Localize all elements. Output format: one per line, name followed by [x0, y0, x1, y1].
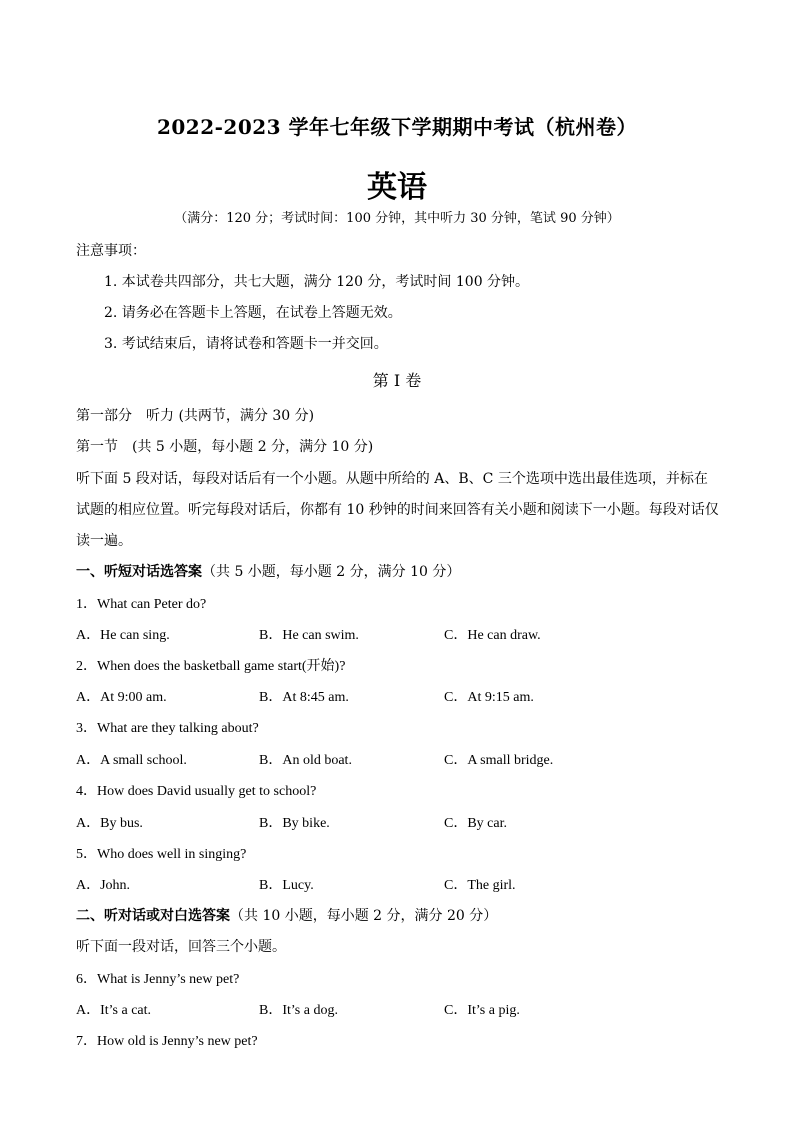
instruction-line: 试题的相应位置。听完每段对话后，你都有 10 秒钟的时间来回答有关小题和阅读下一小题。每段对话仅 — [76, 502, 719, 518]
question-text: 6．What is Jenny’s new pet? — [76, 972, 240, 987]
question-text: 5．Who does well in singing? — [76, 847, 247, 862]
section-a-heading — [76, 561, 460, 581]
option-c: C．At 9:15 am. — [444, 690, 534, 705]
section-b-info: （共 10 小题，每小题 2 分，满分 20 分） — [230, 908, 498, 924]
option-c: C．By car. — [444, 816, 507, 831]
option-c: C．The girl. — [444, 878, 516, 893]
option-a: A．He can sing. — [76, 628, 170, 643]
section-a-label: 一、听短对话选答案 — [76, 564, 202, 580]
section-b-intro: 听下面一段对话，回答三个小题。 — [76, 939, 286, 955]
subject-title: 英语 — [367, 170, 427, 205]
option-c: C．It’s a pig. — [444, 1003, 520, 1018]
instruction-line: 读一遍。 — [76, 533, 132, 549]
exam-meta: （满分：120 分；考试时间：100 分钟，其中听力 30 分钟，笔试 90 分钟） — [174, 211, 620, 226]
option-b: B．At 8:45 am. — [259, 690, 349, 705]
question-text: 2．When does the basketball game start(开始)? — [76, 659, 346, 674]
part-heading: 第一部分 听力 (共两节，满分 30 分) — [76, 408, 315, 424]
notes-heading: 注意事项： — [76, 243, 146, 259]
option-b: B．Lucy. — [259, 878, 314, 893]
option-b: B．By bike. — [259, 816, 330, 831]
option-a: A．It’s a cat. — [76, 1003, 152, 1018]
option-a: A．At 9:00 am. — [76, 690, 167, 705]
note-item: 2. 请务必在答题卡上答题，在试卷上答题无效。 — [104, 305, 402, 321]
option-b: B．He can swim. — [259, 628, 359, 643]
option-b: B．An old boat. — [259, 753, 352, 768]
exam-title: 2022-2023 学年七年级下学期期中考试（杭州卷） — [156, 115, 638, 139]
question-text: 4．How does David usually get to school? — [76, 784, 317, 799]
instruction-line: 听下面 5 段对话，每段对话后有一个小题。从题中所给的 A、B、C 三个选项中选出最佳选项，并标在 — [76, 471, 708, 487]
section-a-info: （共 5 小题，每小题 2 分，满分 10 分） — [202, 564, 461, 580]
question-text: 1．What can Peter do? — [76, 597, 207, 612]
option-b: B．It’s a dog. — [259, 1003, 338, 1018]
section-heading: 第一节 (共 5 小题，每小题 2 分，满分 10 分) — [76, 439, 374, 455]
question-text: 7．How old is Jenny’s new pet? — [76, 1034, 258, 1049]
section-b-label: 二、听对话或对白选答案 — [76, 908, 230, 924]
section-b-heading — [76, 905, 497, 925]
option-a: A．A small school. — [76, 753, 187, 768]
note-item: 1. 本试卷共四部分，共七大题，满分 120 分，考试时间 100 分钟。 — [104, 274, 530, 290]
question-text: 3．What are they talking about? — [76, 721, 259, 736]
option-a: A．John. — [76, 878, 131, 893]
volume-heading: 第 I 卷 — [372, 371, 422, 390]
option-c: C．A small bridge. — [444, 753, 554, 768]
note-item: 3. 考试结束后，请将试卷和答题卡一并交回。 — [104, 336, 388, 352]
option-a: A．By bus. — [76, 816, 143, 831]
option-c: C．He can draw. — [444, 628, 541, 643]
